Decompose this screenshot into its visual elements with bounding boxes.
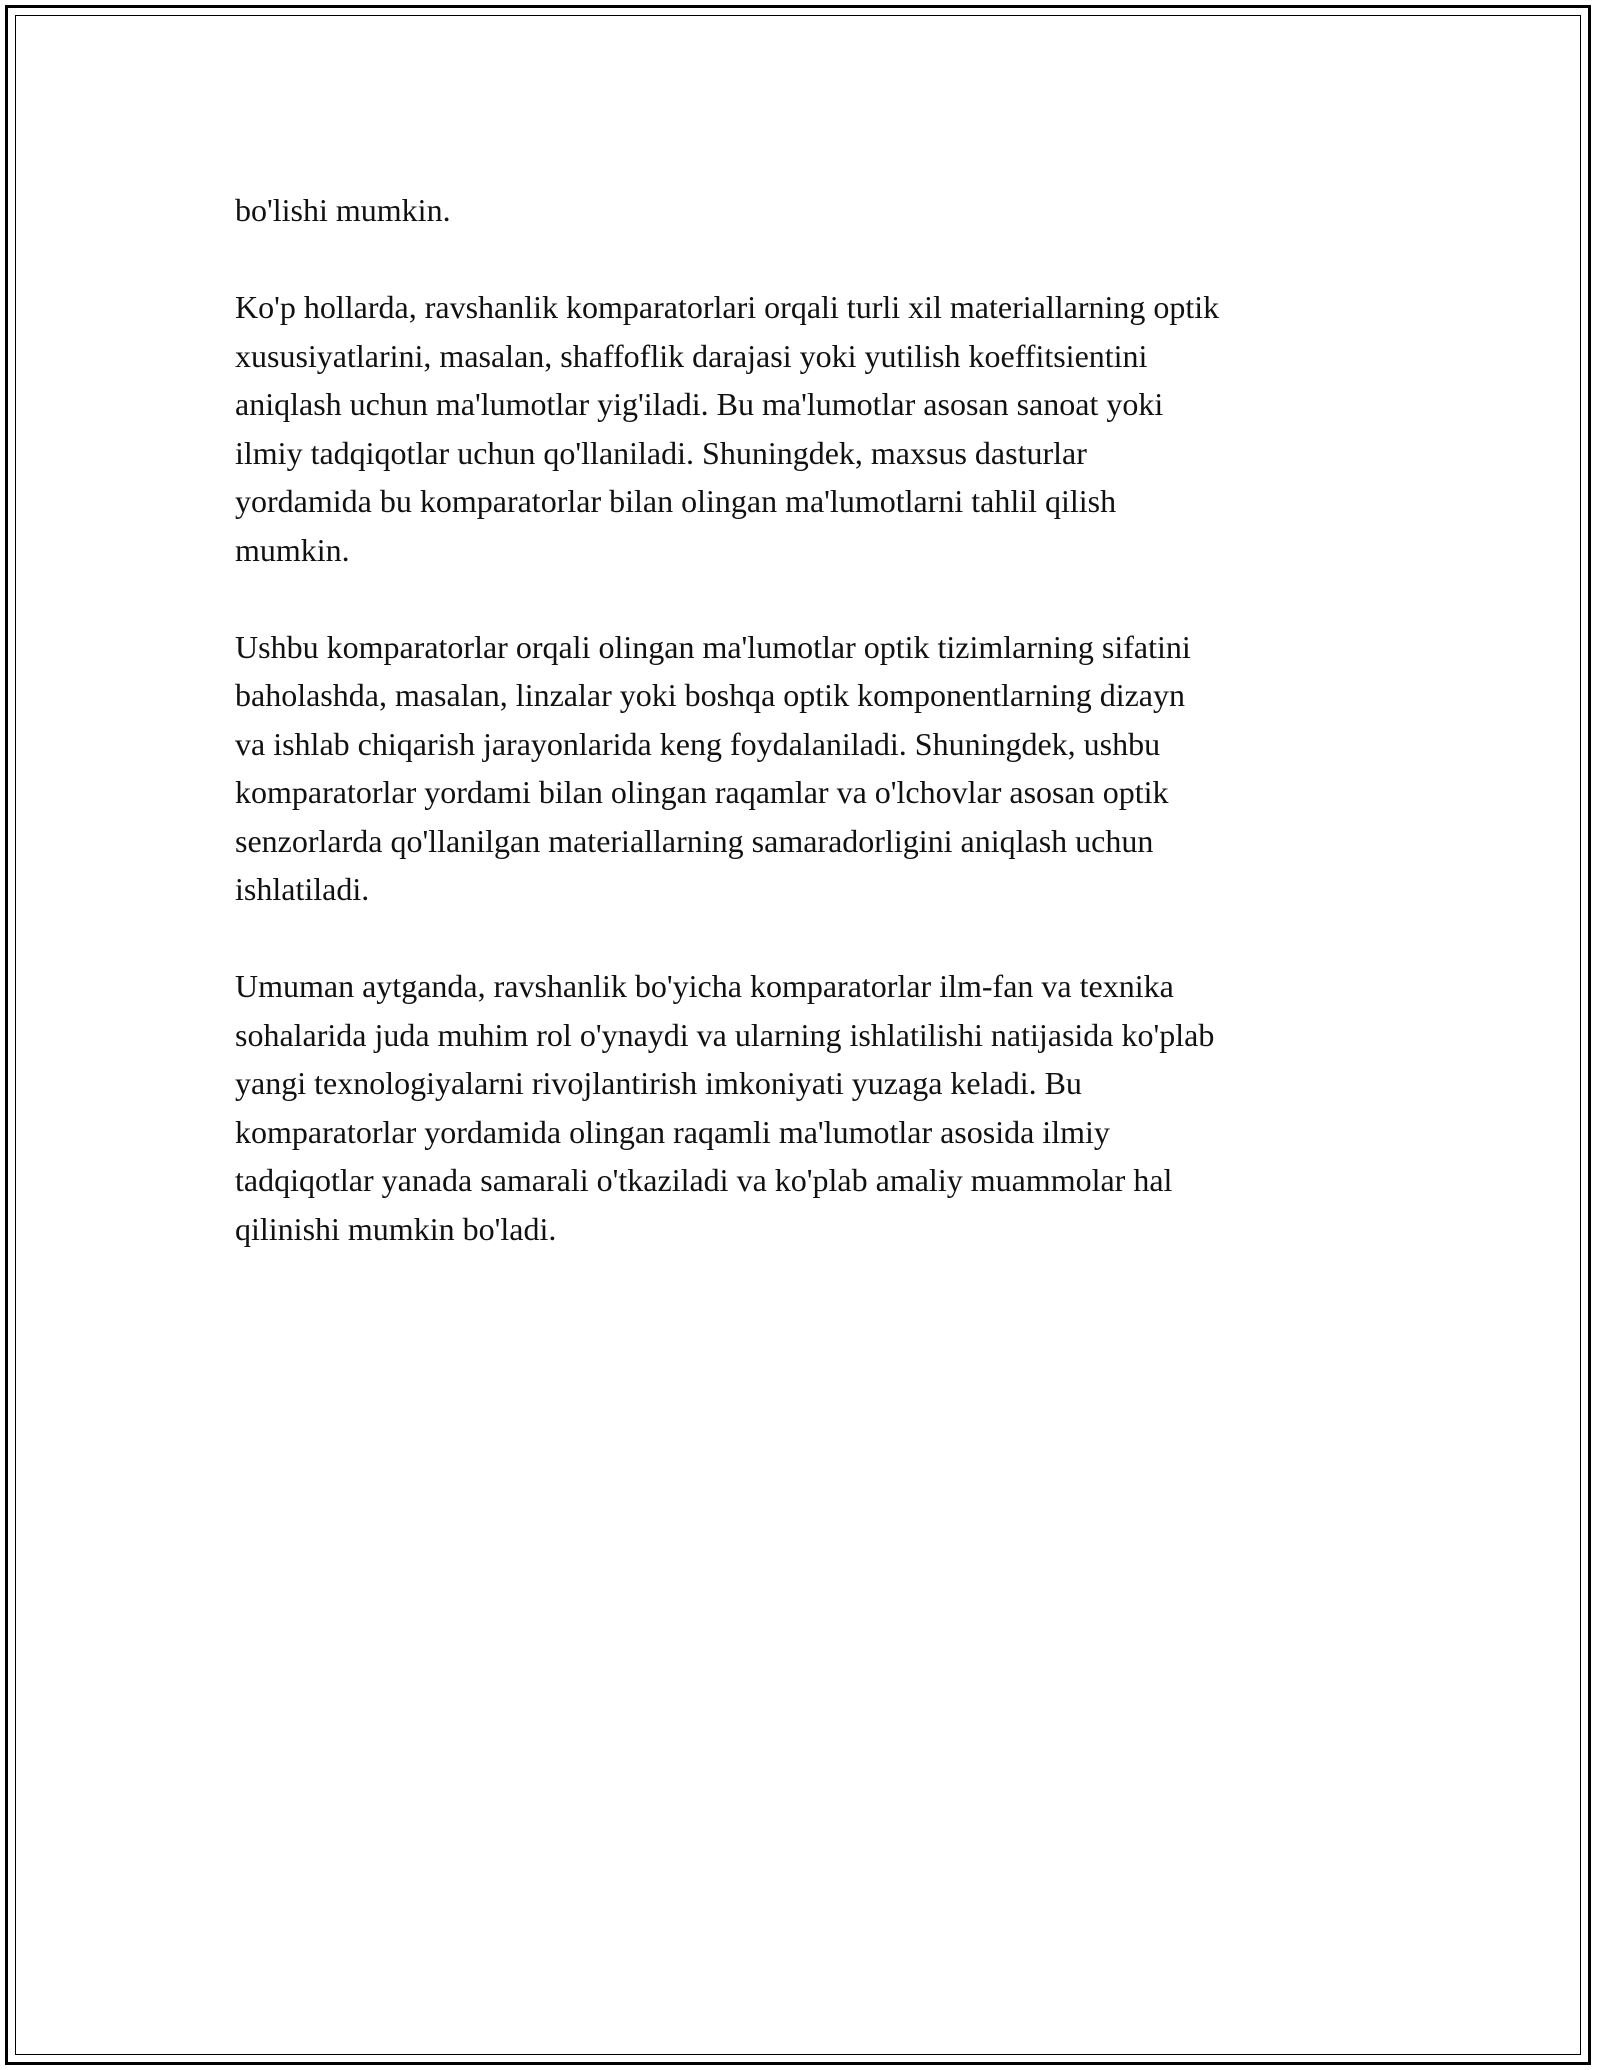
paragraph: [235, 623, 1375, 914]
text-line: va ishlab chiqarish jarayonlarida keng foydalaniladi. Shuningdek, ushbu: [235, 725, 1161, 762]
text-line: Umuman aytganda, ravshanlik bo'yicha komparatorlar ilm-fan va texnika: [235, 968, 1174, 1004]
text-line: yangi texnologiyalarni rivojlantirish imkoniyati yuzaga keladi. Bu: [235, 1065, 1082, 1101]
text-line: qilinishi mumkin bo'ladi.: [235, 1210, 557, 1247]
text-line: senzorlarda qo'llanilgan materiallarning samaradorligini aniqlash uchun: [235, 822, 1154, 859]
paragraph: [235, 283, 1375, 574]
text-line: xususiyatlarini, masalan, shaffoflik darajasi yoki yutilish koeffitsientini: [235, 337, 1148, 374]
text-line: aniqlash uchun ma'lumotlar yig'iladi. Bu ma'lumotlar asosan sanoat yoki: [235, 386, 1164, 422]
document-body: [235, 186, 1375, 1302]
text-line: komparatorlar yordami bilan olingan raqamlar va o'lchovlar asosan optik: [235, 774, 1169, 810]
text-line: komparatorlar yordamida olingan raqamli ma'lumotlar asosida ilmiy: [235, 1113, 1110, 1150]
text-line: mumkin.: [235, 531, 350, 568]
text-line: tadqiqotlar yanada samarali o'tkaziladi va ko'plab amaliy muammolar hal: [235, 1162, 1173, 1198]
text-line: sohalarida juda muhim rol o'ynaydi va ularning ishlatilishi natijasida ko'plab: [235, 1016, 1215, 1053]
text-line: Ko'p hollarda, ravshanlik komparatorlari orqali turli xil materiallarning optik: [235, 289, 1220, 325]
paragraph: [235, 186, 1375, 235]
text-line: ishlatiladi.: [235, 871, 370, 907]
paragraph: [235, 962, 1375, 1253]
text-line: baholashda, masalan, linzalar yoki boshqa optik komponentlarning dizayn: [235, 677, 1185, 713]
text-line: Ushbu komparatorlar orqali olingan ma'lumotlar optik tizimlarning sifatini: [235, 628, 1191, 665]
text-line: ilmiy tadqiqotlar uchun qo'llaniladi. Shuningdek, maxsus dasturlar: [235, 434, 1087, 471]
text-line: bo'lishi mumkin.: [235, 192, 451, 228]
text-line: yordamida bu komparatorlar bilan olingan ma'lumotlarni tahlil qilish: [235, 483, 1117, 519]
